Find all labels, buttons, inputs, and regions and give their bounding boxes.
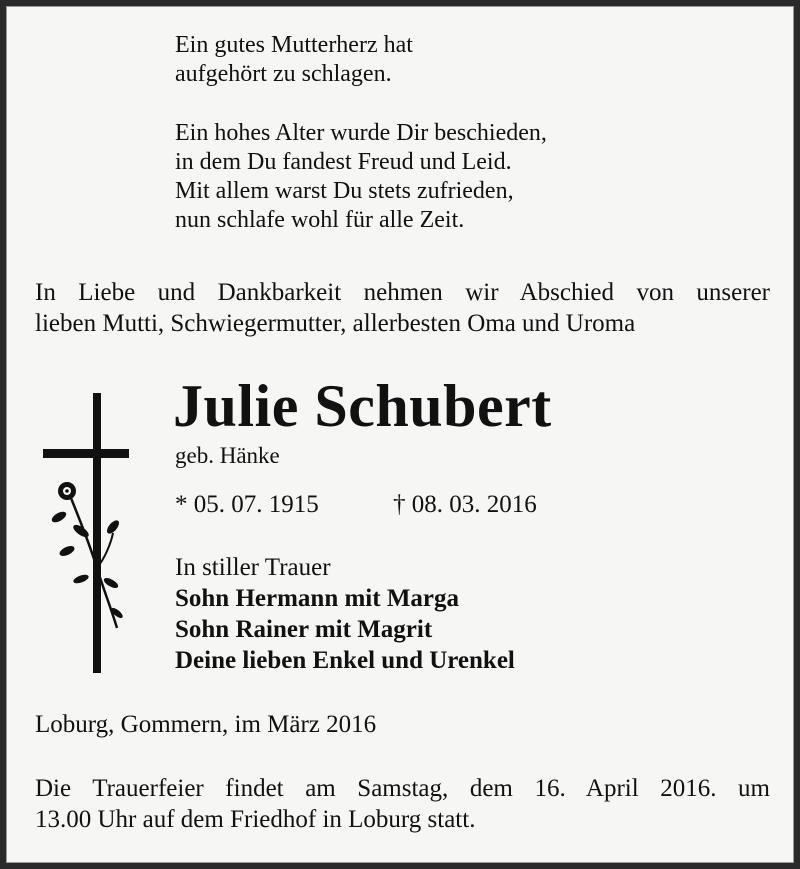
- poem-line: nun schlafe wohl für alle Zeit.: [175, 207, 465, 233]
- funeral-line-2: 13.00 Uhr auf dem Friedhof in Loburg statt.: [35, 806, 476, 833]
- cross-with-rose-icon: [41, 393, 131, 673]
- mourner-name: Sohn Hermann mit Marga: [175, 585, 460, 612]
- maiden-name: geb. Hänke: [175, 443, 280, 468]
- poem-line: Ein gutes Mutterherz hat: [175, 32, 413, 58]
- poem-line: aufgehört zu schlagen.: [175, 61, 392, 87]
- mourner-name: Sohn Rainer mit Magrit: [175, 616, 433, 643]
- intro-line-2: lieben Mutti, Schwiegermutter, allerbesten Oma und Uroma: [35, 310, 636, 337]
- mourners-heading: In stiller Trauer: [175, 554, 331, 581]
- place-and-date: Loburg, Gommern, im März 2016: [35, 711, 377, 738]
- poem-stanza-1: [175, 31, 413, 89]
- deceased-name: Julie Schubert: [173, 373, 552, 439]
- funeral-line-1: Die Trauerfeier findet am Samstag, dem 16. April 2016. um: [35, 775, 770, 802]
- funeral-notice: [35, 773, 770, 835]
- intro-line-1: In Liebe und Dankbarkeit nehmen wir Abschied von unserer: [35, 279, 770, 306]
- birth-date: * 05. 07. 1915: [175, 491, 319, 518]
- obituary-card: [6, 6, 794, 863]
- poem-line: Mit allem warst Du stets zufrieden,: [175, 178, 514, 204]
- poem-stanza-2: [175, 119, 547, 235]
- death-date: † 08. 03. 2016: [393, 491, 537, 518]
- poem-line: in dem Du fandest Freud und Leid.: [175, 149, 512, 175]
- mourner-name: Deine lieben Enkel und Urenkel: [175, 647, 515, 674]
- farewell-intro: [35, 277, 770, 339]
- poem-line: Ein hohes Alter wurde Dir beschieden,: [175, 120, 547, 146]
- mourners-block: [175, 552, 515, 676]
